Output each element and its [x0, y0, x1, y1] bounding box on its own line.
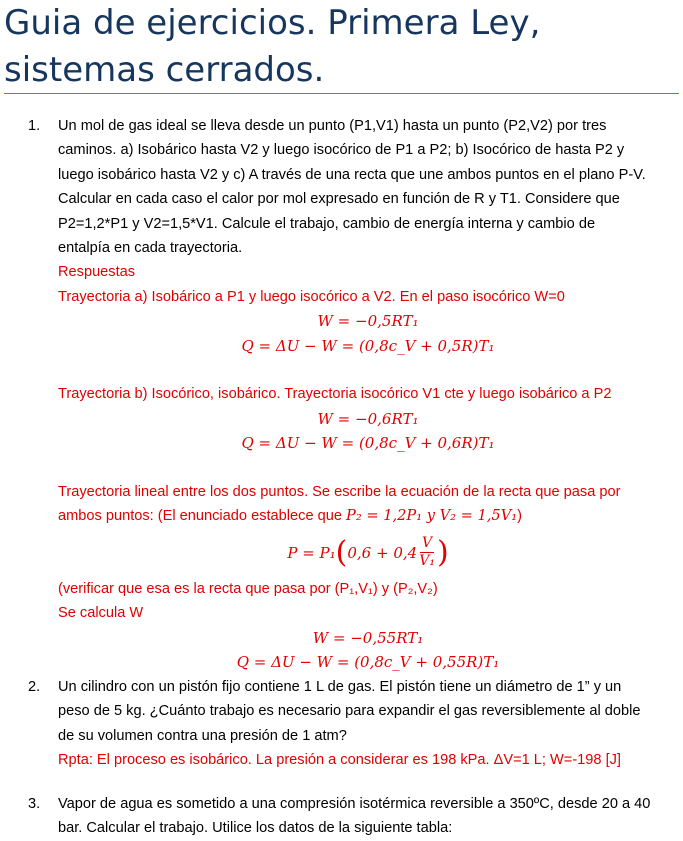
spacer	[58, 358, 678, 382]
open-paren: (	[335, 534, 348, 570]
problem-body	[58, 675, 678, 773]
problem-number: 3.	[28, 796, 41, 812]
path-b-text: Trayectoria b) Isocórico, isobárico. Trayectoria isocórico V1 cte y luego isobárico a P2	[58, 386, 612, 403]
problem-text-line: Calcular en cada caso el calor por mol expresado en función de R y T1. Considere que	[58, 191, 620, 208]
equation-a-work: W = −0,5RT₁	[317, 312, 419, 331]
title-line-2: sistemas cerrados.	[4, 50, 325, 90]
problem-number: 1.	[28, 118, 41, 134]
line-equation-fraction	[419, 535, 435, 570]
problem-text-line: Vapor de agua es sometido a una compresión isotérmica reversible a 350ºC, desde 20 a 40	[58, 796, 651, 812]
equation-c-heat: Q = ΔU − W = (0,8c_V + 0,55R)T₁	[236, 653, 500, 672]
path-c-condition-line	[58, 504, 678, 528]
fraction-numerator: V	[422, 535, 433, 552]
equation-b-work: W = −0,6RT₁	[317, 409, 419, 428]
problem-text-line: caminos. a) Isobárico hasta V2 y luego isocórico de P1 a P2; b) Isocórico de hasta P2 y	[58, 142, 625, 159]
equation-a-heat: Q = ΔU − W = (0,8c_V + 0,5R)T₁	[241, 336, 495, 355]
problem-text-line: entalpía en cada trayectoria.	[58, 240, 243, 257]
problem-number: 2.	[28, 679, 41, 695]
equation-b-heat: Q = ΔU − W = (0,8c_V + 0,6R)T₁	[241, 434, 495, 453]
problem-body	[58, 792, 678, 841]
problem-text-line: de su volumen contra una presión de 1 atm?	[58, 727, 347, 744]
path-a-text: Trayectoria a) Isobárico a P1 y luego isocórico a V2. En el paso isocórico W=0	[58, 288, 565, 305]
path-c-text: Trayectoria lineal entre los dos puntos. Se escribe la ecuación de la recta que pasa por	[58, 484, 621, 501]
document-title	[4, 0, 540, 94]
title-divider	[4, 93, 679, 94]
problem-answer: Rpta: El proceso es isobárico. La presión a considerar es 198 kPa. ΔV=1 L; W=-198 [J]	[58, 752, 621, 769]
line-equation	[58, 529, 678, 577]
problem-text-line: peso de 5 kg. ¿Cuánto trabajo es necesario para expandir el gas reversiblemente al doble	[58, 703, 641, 720]
problem-text-line: P2=1,2*P1 y V2=1,5*V1. Calcule el trabajo, cambio de energía interna y cambio de	[58, 215, 596, 232]
answers-label: Respuestas	[58, 264, 136, 281]
calc-w-text: Se calcula W	[58, 605, 144, 622]
spacer	[58, 456, 678, 480]
problem-text-line: bar. Calcular el trabajo. Utilice los datos de la siguiente tabla:	[58, 820, 453, 837]
problem-text-line: luego isobárico hasta V2 y c) A través de una recta que une ambos puntos en el plano P-V.	[58, 166, 646, 183]
line-equation-lhs: P = P₁	[287, 543, 336, 562]
path-c-condition: P₂ = 1,2P₁ y V₂ = 1,5V₁	[346, 507, 518, 525]
line-equation-inner: 0,6 + 0,4	[347, 543, 418, 562]
fraction-denominator: V₁	[419, 553, 435, 570]
verify-text: (verificar que esa es la recta que pasa por (P₁,V₁) y (P₂,V₂)	[58, 580, 438, 597]
problem-body	[58, 114, 678, 675]
problem-text-line: Un mol de gas ideal se lleva desde un punto (P1,V1) hasta un punto (P2,V2) por tres	[58, 118, 607, 134]
equation-c-work: W = −0,55RT₁	[312, 628, 424, 647]
path-c-suffix: )	[517, 508, 522, 525]
close-paren: )	[436, 534, 449, 570]
problem-text-line: Un cilindro con un pistón fijo contiene 1 L de gas. El pistón tiene un diámetro de 1” y un	[58, 679, 622, 695]
path-c-prefix: ambos puntos: (El enunciado establece que	[58, 508, 347, 525]
title-line-1: Guia de ejercicios. Primera Ley,	[4, 3, 541, 43]
